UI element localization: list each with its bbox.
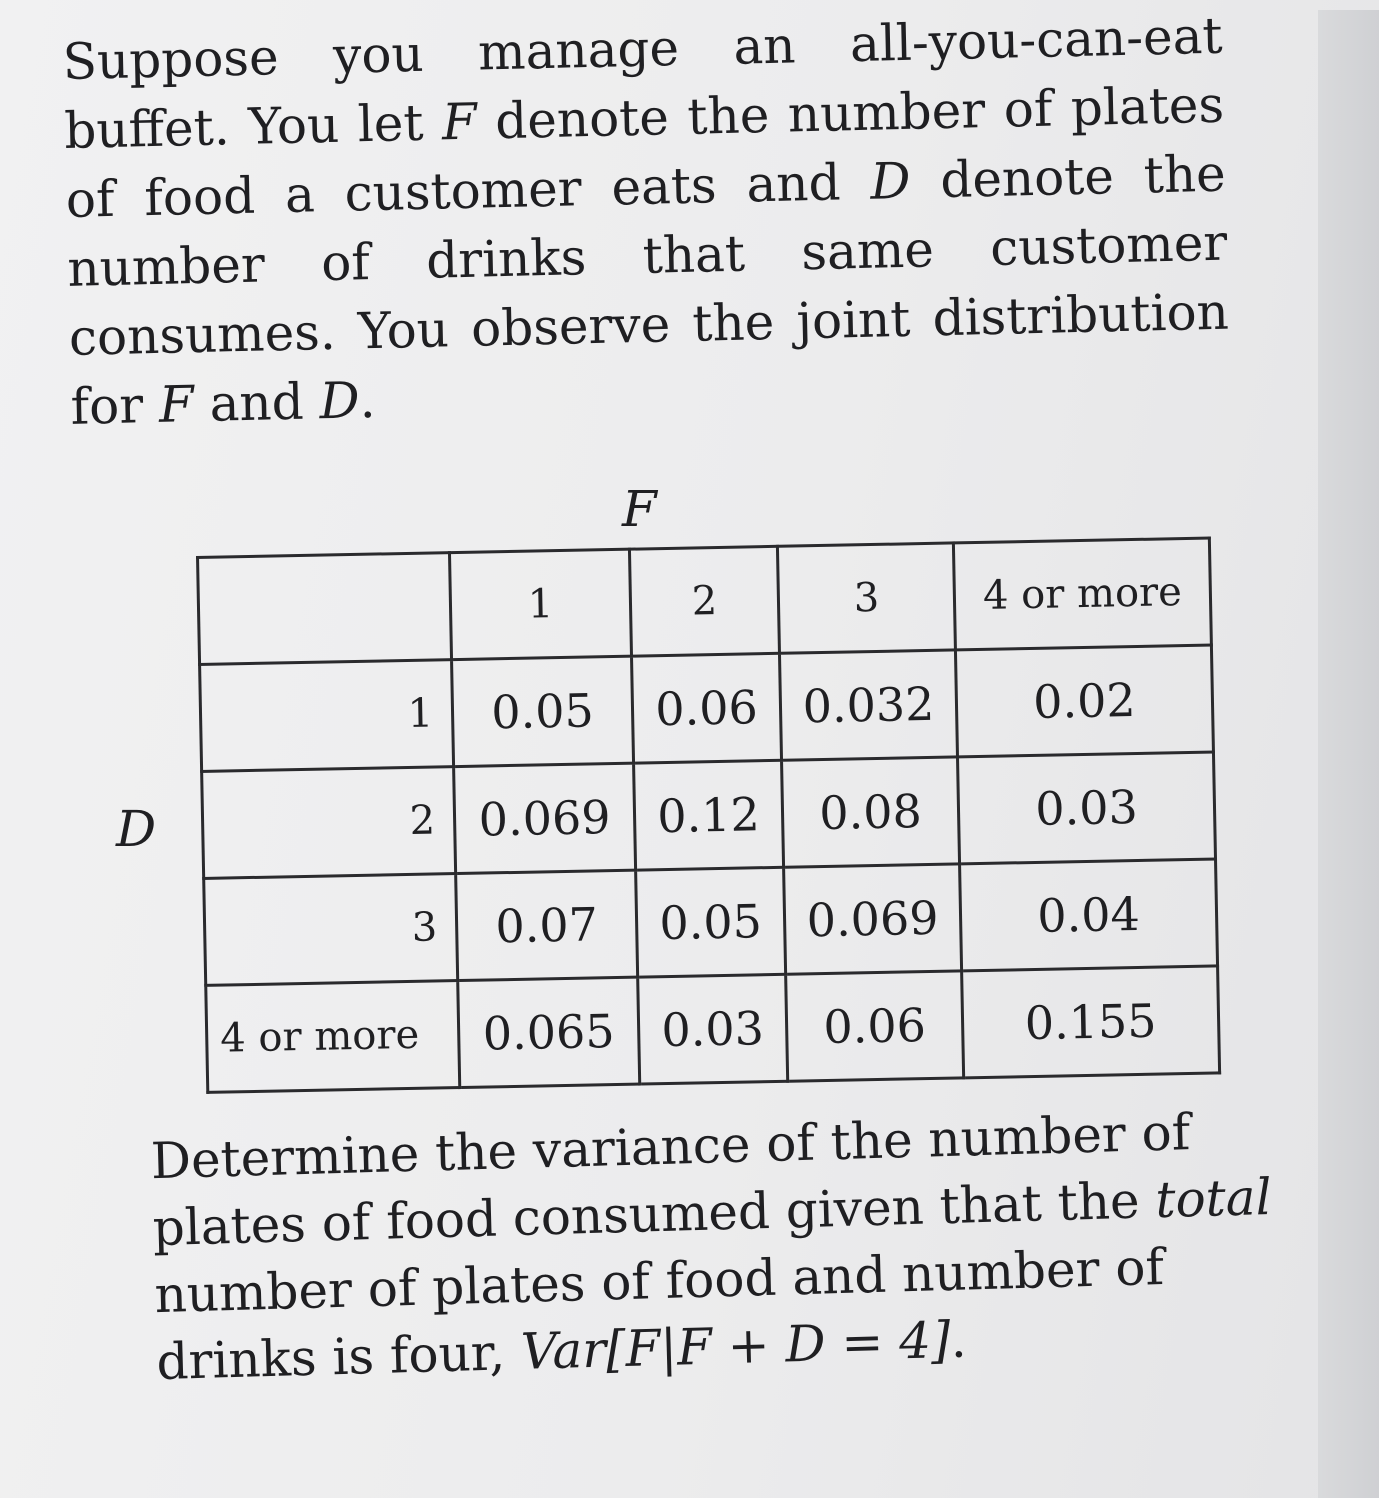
question-text-3: . (949, 1310, 968, 1369)
table-header-row (198, 538, 1212, 664)
probability-cell: 0.05 (636, 867, 786, 977)
probability-cell: 0.155 (962, 966, 1220, 1078)
row-header: 3 (204, 874, 458, 986)
variable-d: D (869, 151, 912, 211)
intro-text-5: . (358, 370, 377, 430)
column-header: 2 (629, 546, 779, 656)
intro-text-2: denote the number of plates of food a customer eats and (65, 75, 1225, 229)
question-text-2: number of plates of food and number of drinks is four, (153, 1237, 1165, 1392)
probability-cell: 0.08 (782, 757, 960, 867)
question-paragraph (86, 1097, 1283, 1398)
table-row (204, 859, 1218, 985)
probability-cell: 0.069 (454, 763, 636, 873)
intro-text-3: denote the number of drinks that same customer consumes. You observe the joint distribution for (66, 144, 1230, 436)
variable-f: F (158, 375, 195, 434)
table-row (200, 645, 1214, 771)
probability-cell: 0.065 (458, 977, 640, 1087)
question-text-1: Determine the variance of the number of plates of food consumed given that the (150, 1103, 1191, 1258)
joint-distribution-table (196, 537, 1221, 1094)
probability-cell: 0.069 (784, 864, 962, 974)
column-header: 4 or more (953, 538, 1211, 650)
probability-cell: 0.07 (456, 870, 638, 980)
probability-cell: 0.02 (955, 645, 1213, 757)
table-row (206, 966, 1220, 1092)
row-header: 4 or more (206, 981, 460, 1093)
probability-cell: 0.032 (779, 650, 957, 760)
table-corner-cell (198, 553, 452, 665)
probability-cell: 0.05 (452, 656, 634, 766)
variable-f: F (441, 92, 478, 152)
probability-cell: 0.03 (957, 752, 1215, 864)
intro-text-4: and (193, 372, 321, 434)
intro-text-1: Suppose you manage an all-you-can-eat buffet. You let (62, 6, 1224, 160)
column-header: 1 (449, 549, 631, 659)
variance-formula: Var[F|F + D = 4] (520, 1310, 952, 1381)
table-row (202, 752, 1216, 878)
probability-cell: 0.06 (786, 971, 964, 1081)
probability-cell: 0.12 (634, 760, 784, 870)
variable-d: D (318, 371, 361, 431)
probability-cell: 0.06 (632, 653, 782, 763)
probability-cell: 0.04 (960, 859, 1218, 971)
row-variable-label: D (116, 800, 157, 858)
intro-paragraph (62, 2, 1231, 442)
probability-cell: 0.03 (638, 974, 788, 1084)
background-edge (1318, 10, 1379, 1498)
problem-intro (62, 2, 1231, 442)
row-header: 1 (200, 660, 454, 772)
column-variable-label: F (622, 480, 657, 538)
question-text (86, 1097, 1283, 1398)
column-header: 3 (777, 543, 955, 653)
row-header: 2 (202, 767, 456, 879)
emphasis-total: total (1154, 1167, 1273, 1230)
